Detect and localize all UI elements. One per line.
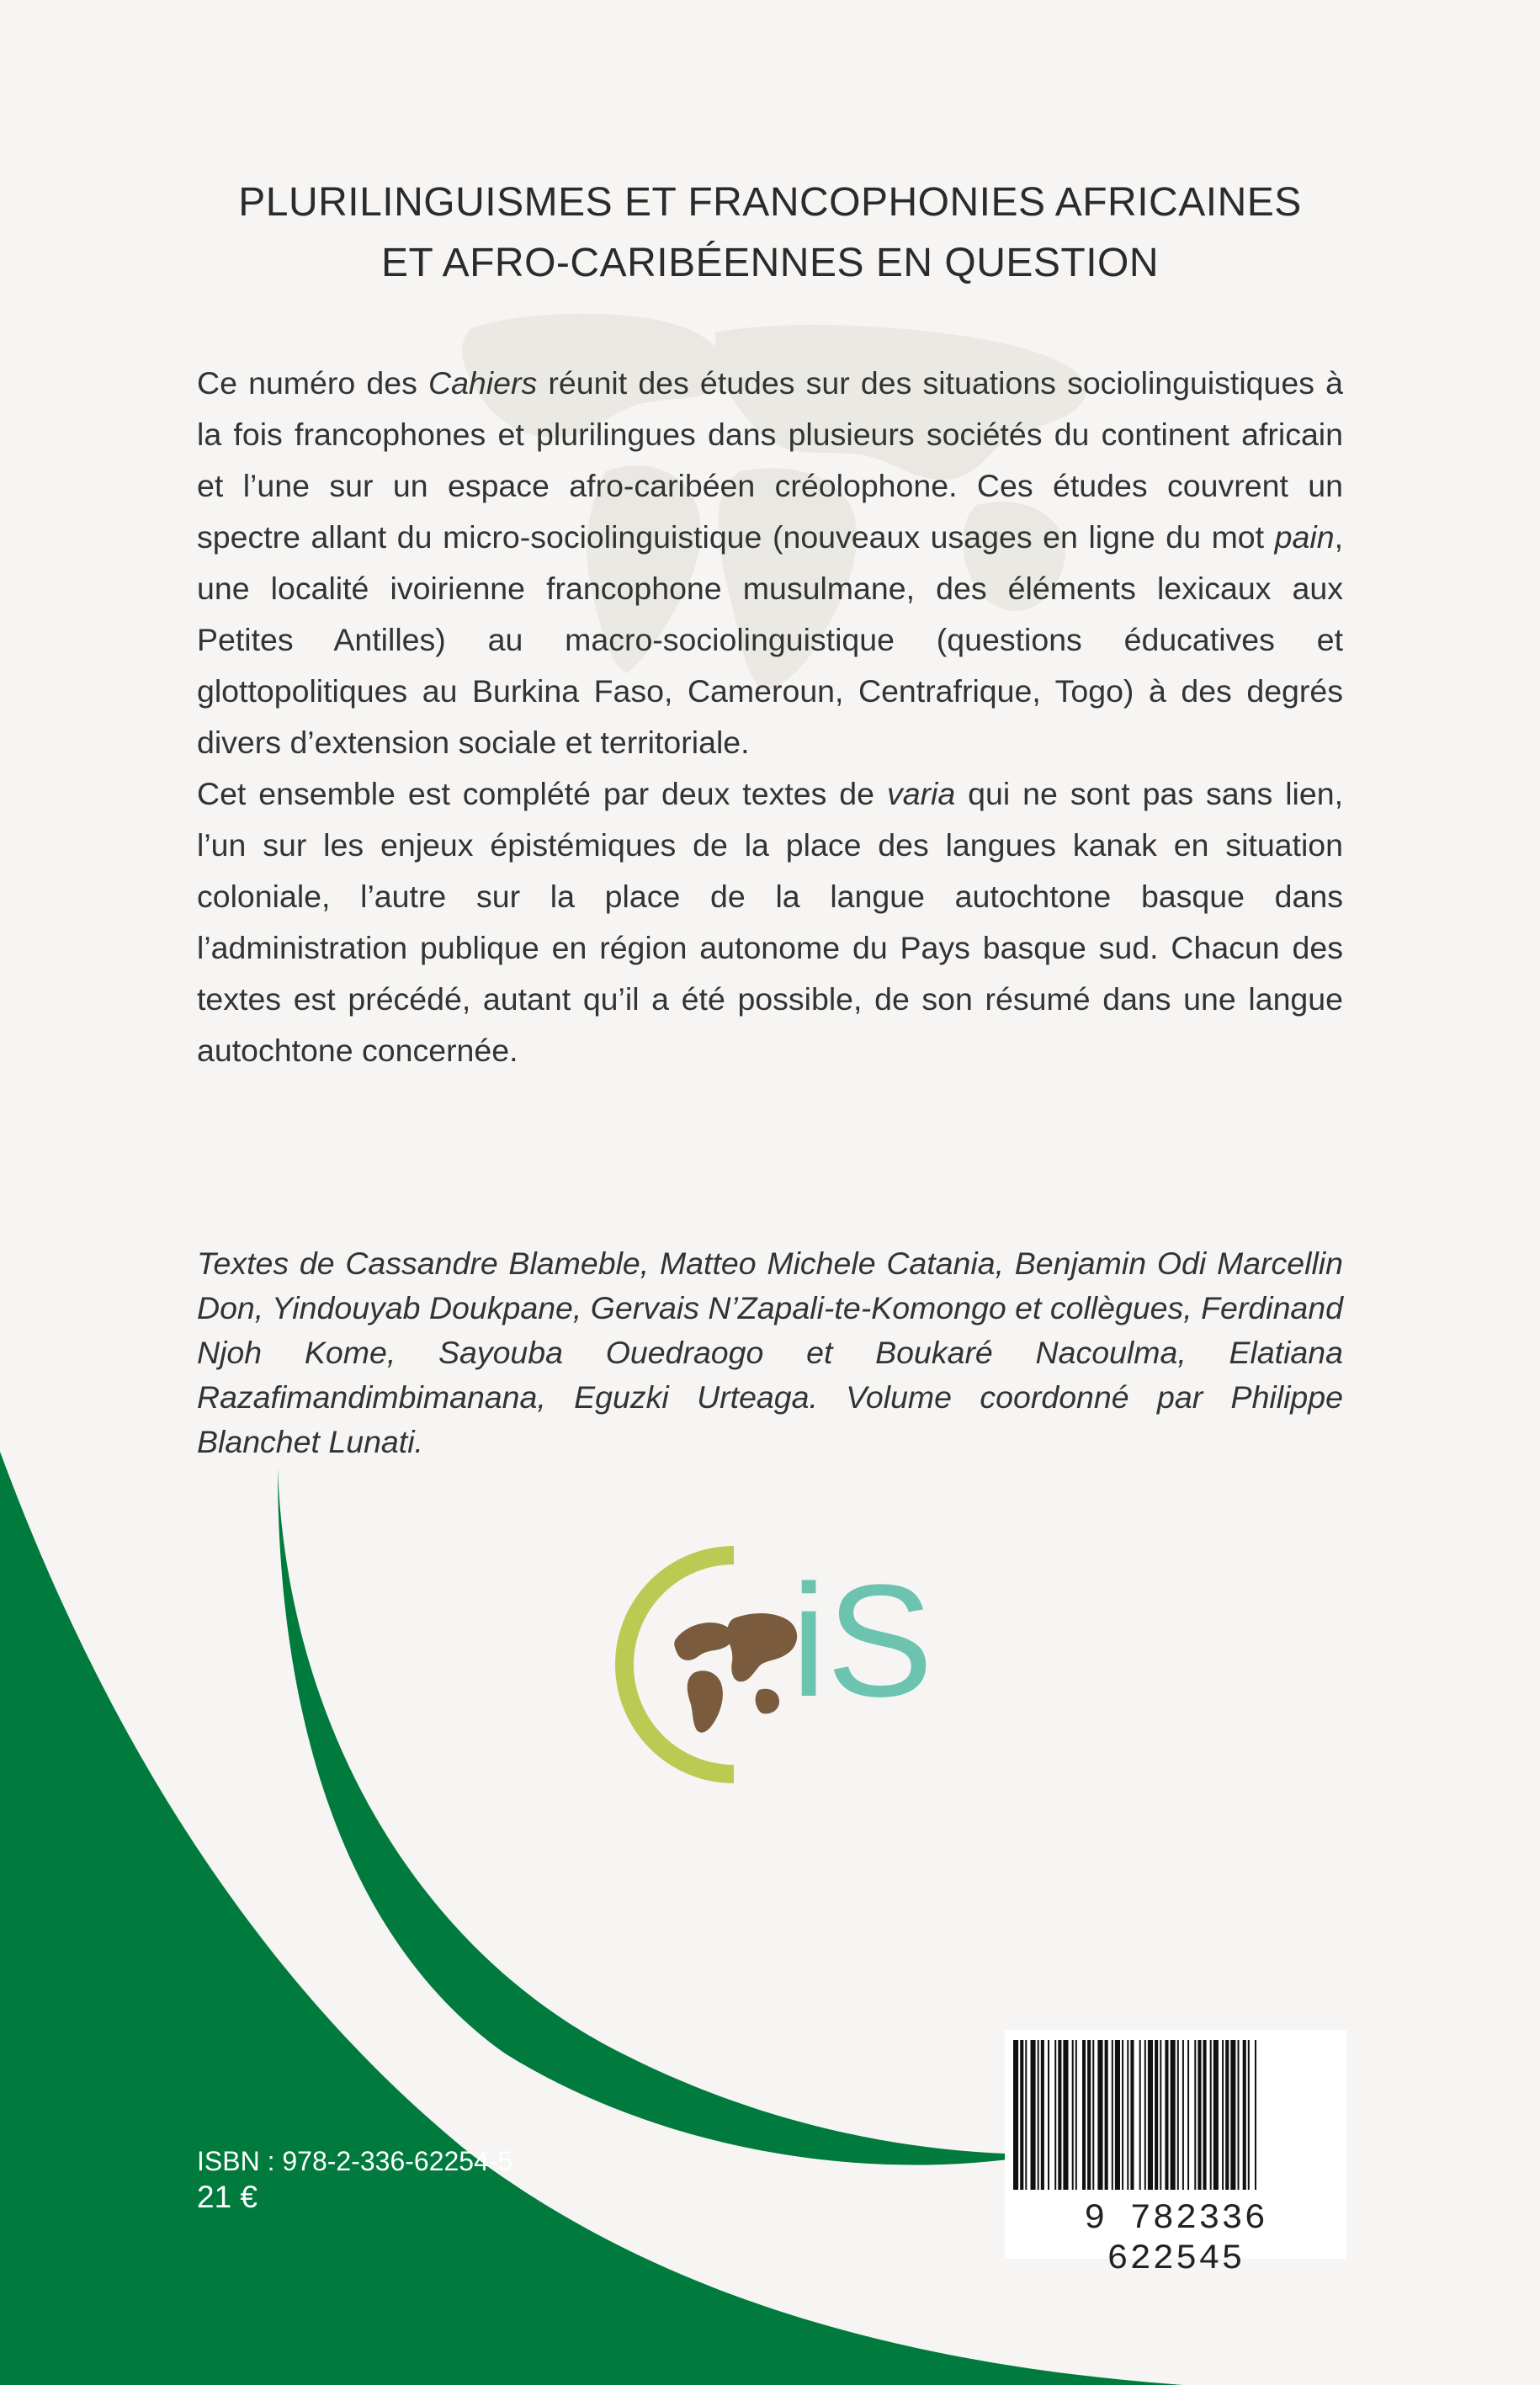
barcode-bar [1105, 2040, 1108, 2190]
barcode-bar [1112, 2040, 1113, 2190]
barcode-bar [1058, 2040, 1061, 2190]
blurb-text: Ce numéro des [197, 365, 428, 401]
contributors-text: Textes de Cassandre Blameble, Matteo Michele Catania, Benjamin Odi Marcellin Don, Yindouyab Doukpane, Gervais N’Zapali-te-Komongo et collègues, Ferdinand Njoh Kome, Sayouba Ouedraogo et Boukaré Nacoulma, Elatiana Razafimandimbimanana, Eguzki Urteaga. Volume coordonné par Philippe Blanchet Lunati. [197, 1246, 1343, 1459]
barcode-bar [1082, 2040, 1086, 2190]
barcode-bar [1187, 2040, 1189, 2190]
cover-title [0, 173, 1540, 294]
barcode-bar [1097, 2040, 1102, 2190]
blurb-emphasis-varia: varia [886, 776, 956, 811]
contributors-list [197, 1241, 1343, 1464]
barcode-bar [1072, 2040, 1074, 2190]
title-line-1: PLURILINGUISMES ET FRANCOPHONIES AFRICAINES [238, 180, 1302, 225]
barcode-bar [1148, 2040, 1153, 2190]
barcode-bar [1041, 2040, 1044, 2190]
barcode-bar [1155, 2040, 1158, 2190]
barcode-bar [1210, 2040, 1212, 2190]
barcode-bar [1144, 2040, 1146, 2190]
blurb-text: Cet ensemble est complété par deux textes de [197, 776, 887, 811]
barcode-bar [1054, 2040, 1056, 2190]
barcode-bar [1182, 2040, 1184, 2190]
barcode-bar [1139, 2040, 1141, 2190]
price-label: 21 € [197, 2180, 258, 2214]
blurb-emphasis-pain: pain [1274, 519, 1335, 555]
barcode-bar [1222, 2040, 1224, 2190]
barcode-bar [1092, 2040, 1094, 2190]
back-cover-blurb [197, 358, 1343, 1076]
barcode-bar [1248, 2040, 1250, 2190]
barcode-bar [1160, 2040, 1161, 2190]
barcode-bar [1048, 2040, 1049, 2190]
barcode-bar [1194, 2040, 1196, 2190]
blurb-text: réunit des études sur des situations sociolinguistiques à la fois francophones et plurilingues dans plusieurs sociétés du continent africain et l’une sur un espace afro-caribéen créolophone. Ces études couvrent un spectre allant du micro-sociolinguistique (nouveaux usages en ligne du mot [197, 365, 1343, 555]
title-line-2: ET AFRO-CARIBÉENNES EN QUESTION [380, 241, 1160, 285]
barcode-bar [1038, 2040, 1039, 2190]
barcode-bar [1243, 2040, 1246, 2190]
barcode-bar [1020, 2040, 1023, 2190]
barcode-bar [1165, 2040, 1168, 2190]
barcode-bar [1197, 2040, 1201, 2190]
logo-wordmark: iS [791, 1552, 933, 1730]
barcode-bar [1177, 2040, 1179, 2190]
barcode-bar [1087, 2040, 1091, 2190]
barcode-bar [1013, 2040, 1018, 2190]
barcode-bar [1122, 2040, 1123, 2190]
barcode-bar [1255, 2040, 1256, 2190]
blurb-paragraph-2 [197, 768, 1343, 1076]
barcode-bar [1075, 2040, 1077, 2190]
barcode-bar [1115, 2040, 1120, 2190]
barcode-bar [1238, 2040, 1240, 2190]
barcode-bar [1225, 2040, 1229, 2190]
barcode-bar [1130, 2040, 1134, 2190]
blurb-paragraph-1 [197, 358, 1343, 768]
barcode-bar [1203, 2040, 1207, 2190]
blurb-text: , une localité ivoirienne francophone musulmane, des éléments lexicaux aux Petites Antilles) au macro-sociolinguistique (questions éducatives et glottopolitiques au Burkina Faso, Cameroun, Centrafrique, Togo) à des degrés divers d’extension sociale et territoriale. [197, 519, 1343, 760]
barcode-bar [1213, 2040, 1219, 2190]
barcode-bars-icon [1005, 2030, 1346, 2198]
barcode-bar [1127, 2040, 1128, 2190]
barcode-bar [1171, 2040, 1176, 2190]
barcode [1005, 2030, 1346, 2279]
blurb-text: qui ne sont pas sans lien, l’un sur les enjeux épistémiques de la place des langues kanak en situation coloniale, l’autre sur la place de la langue autochtone basque dans l’administration publique en région autonome du Pays basque sud. Chacun des textes est précédé, autant qu’il a été possible, de son résumé dans une langue autochtone concernée. [197, 776, 1343, 1068]
blurb-emphasis-cahiers: Cahiers [428, 365, 538, 401]
barcode-bar [1025, 2040, 1027, 2190]
barcode-bar [1063, 2040, 1068, 2190]
barcode-digits: 9 782336 622545 [1084, 2198, 1267, 2279]
barcode-bar [1031, 2040, 1036, 2190]
isbn-label: ISBN : 978-2-336-62254-5 [197, 2146, 513, 2176]
barcode-bar [1230, 2040, 1235, 2190]
